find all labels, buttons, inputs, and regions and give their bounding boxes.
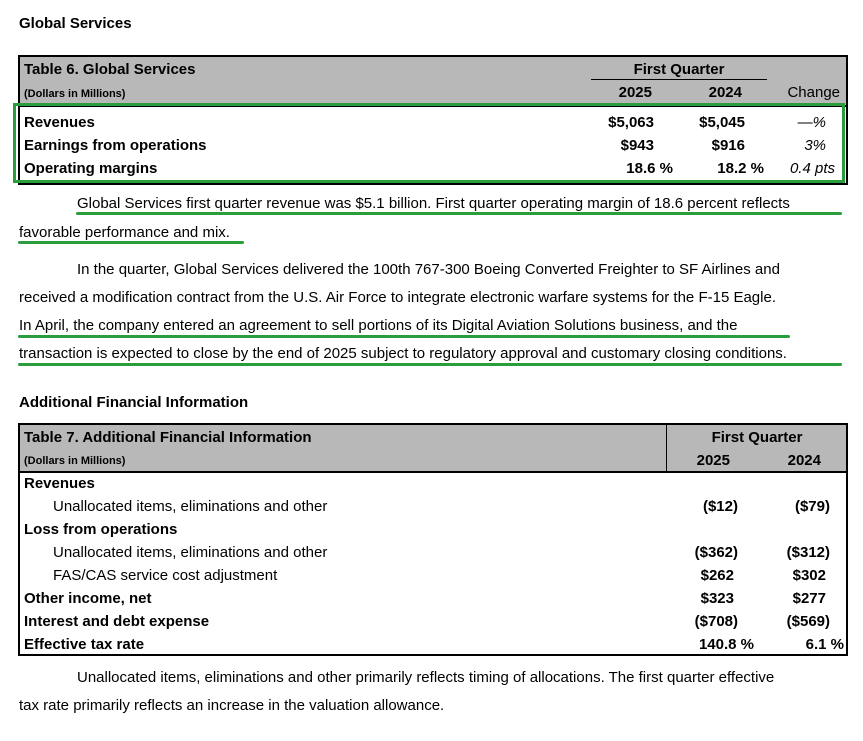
period-header: First Quarter bbox=[591, 61, 767, 80]
para2-line4: transaction is expected to close by the end of 2025 subject to regulatory approval and customary closing conditions. bbox=[19, 345, 787, 362]
col-header-2025: 2025 bbox=[696, 452, 730, 469]
row-label: Loss from operations bbox=[24, 521, 178, 538]
row-label: Other income, net bbox=[24, 590, 152, 607]
value-2025: 140.8 % bbox=[698, 636, 754, 653]
revenues-2024: $5,045 bbox=[699, 114, 745, 131]
row-label: Interest and debt expense bbox=[24, 613, 210, 630]
col-header-2024: 2024 bbox=[787, 452, 821, 469]
col-header-2025: 2025 bbox=[618, 84, 652, 101]
earnings-2025: $943 bbox=[620, 137, 654, 154]
value-2024: $302 bbox=[792, 567, 826, 584]
table-subtitle: (Dollars in Millions) bbox=[24, 88, 126, 100]
section-heading-additional-financial: Additional Financial Information bbox=[19, 394, 249, 411]
para2-line1: In the quarter, Global Services delivered the 100th 767-300 Boeing Converted Freighter to SF Airlines and bbox=[77, 261, 780, 278]
revenues-2025: $5,063 bbox=[608, 114, 654, 131]
value-2024: ($569) bbox=[786, 613, 830, 630]
row-label: Revenues bbox=[24, 475, 95, 492]
para2-line3: In April, the company entered an agreement to sell portions of its Digital Aviation Solutions business, and the bbox=[19, 317, 738, 334]
row-label: Effective tax rate bbox=[24, 636, 145, 653]
margins-2025: 18.6 % bbox=[626, 160, 673, 177]
row-label: Unallocated items, eliminations and other bbox=[53, 498, 328, 515]
row-label-revenues: Revenues bbox=[24, 114, 95, 131]
para1-line1: Global Services first quarter revenue was $5.1 billion. First quarter operating margin of 18.6 percent reflects bbox=[77, 195, 790, 212]
table-body bbox=[20, 107, 846, 183]
value-2025: ($362) bbox=[694, 544, 738, 561]
para3-line2: tax rate primarily reflects an increase in the valuation allowance. bbox=[19, 697, 445, 714]
para1-line2: favorable performance and mix. bbox=[19, 224, 230, 241]
table-title: Table 7. Additional Financial Information bbox=[24, 429, 312, 446]
value-2024: 6.1 % bbox=[805, 636, 844, 653]
col-header-2024: 2024 bbox=[708, 84, 742, 101]
margins-change: 0.4 pts bbox=[789, 160, 835, 177]
value-2025: ($12) bbox=[702, 498, 738, 515]
para3-line1: Unallocated items, eliminations and other primarily reflects timing of allocations. The first quarter effective bbox=[77, 669, 775, 686]
value-2025: ($708) bbox=[694, 613, 738, 630]
table-global-services bbox=[18, 55, 848, 185]
highlight-underline bbox=[18, 241, 244, 244]
highlight-underline bbox=[18, 363, 842, 366]
row-label: FAS/CAS service cost adjustment bbox=[53, 567, 278, 584]
highlight-underline bbox=[76, 212, 842, 215]
highlight-underline bbox=[18, 335, 790, 338]
para2-line2: received a modification contract from the U.S. Air Force to integrate electronic warfare systems for the F-15 Eagle. bbox=[19, 289, 776, 306]
value-2025: $323 bbox=[700, 590, 734, 607]
value-2024: ($312) bbox=[786, 544, 830, 561]
value-2024: $277 bbox=[792, 590, 826, 607]
section-heading-global-services: Global Services bbox=[19, 15, 132, 32]
table-header bbox=[20, 425, 846, 473]
table-additional-financial bbox=[18, 423, 848, 656]
period-header: First Quarter bbox=[711, 429, 803, 446]
table-title: Table 6. Global Services bbox=[24, 61, 196, 78]
row-label-operating-margins: Operating margins bbox=[24, 160, 158, 177]
table-body bbox=[20, 473, 846, 654]
earnings-change: 3% bbox=[804, 137, 826, 154]
revenues-change: —% bbox=[797, 114, 826, 131]
row-label-earnings: Earnings from operations bbox=[24, 137, 207, 154]
value-2025: $262 bbox=[700, 567, 734, 584]
value-2024: ($79) bbox=[794, 498, 830, 515]
table-subtitle: (Dollars in Millions) bbox=[24, 455, 126, 467]
row-label: Unallocated items, eliminations and other bbox=[53, 544, 328, 561]
col-header-change: Change bbox=[787, 84, 840, 101]
margins-2024: 18.2 % bbox=[717, 160, 764, 177]
earnings-2024: $916 bbox=[711, 137, 745, 154]
table-header bbox=[20, 57, 846, 107]
